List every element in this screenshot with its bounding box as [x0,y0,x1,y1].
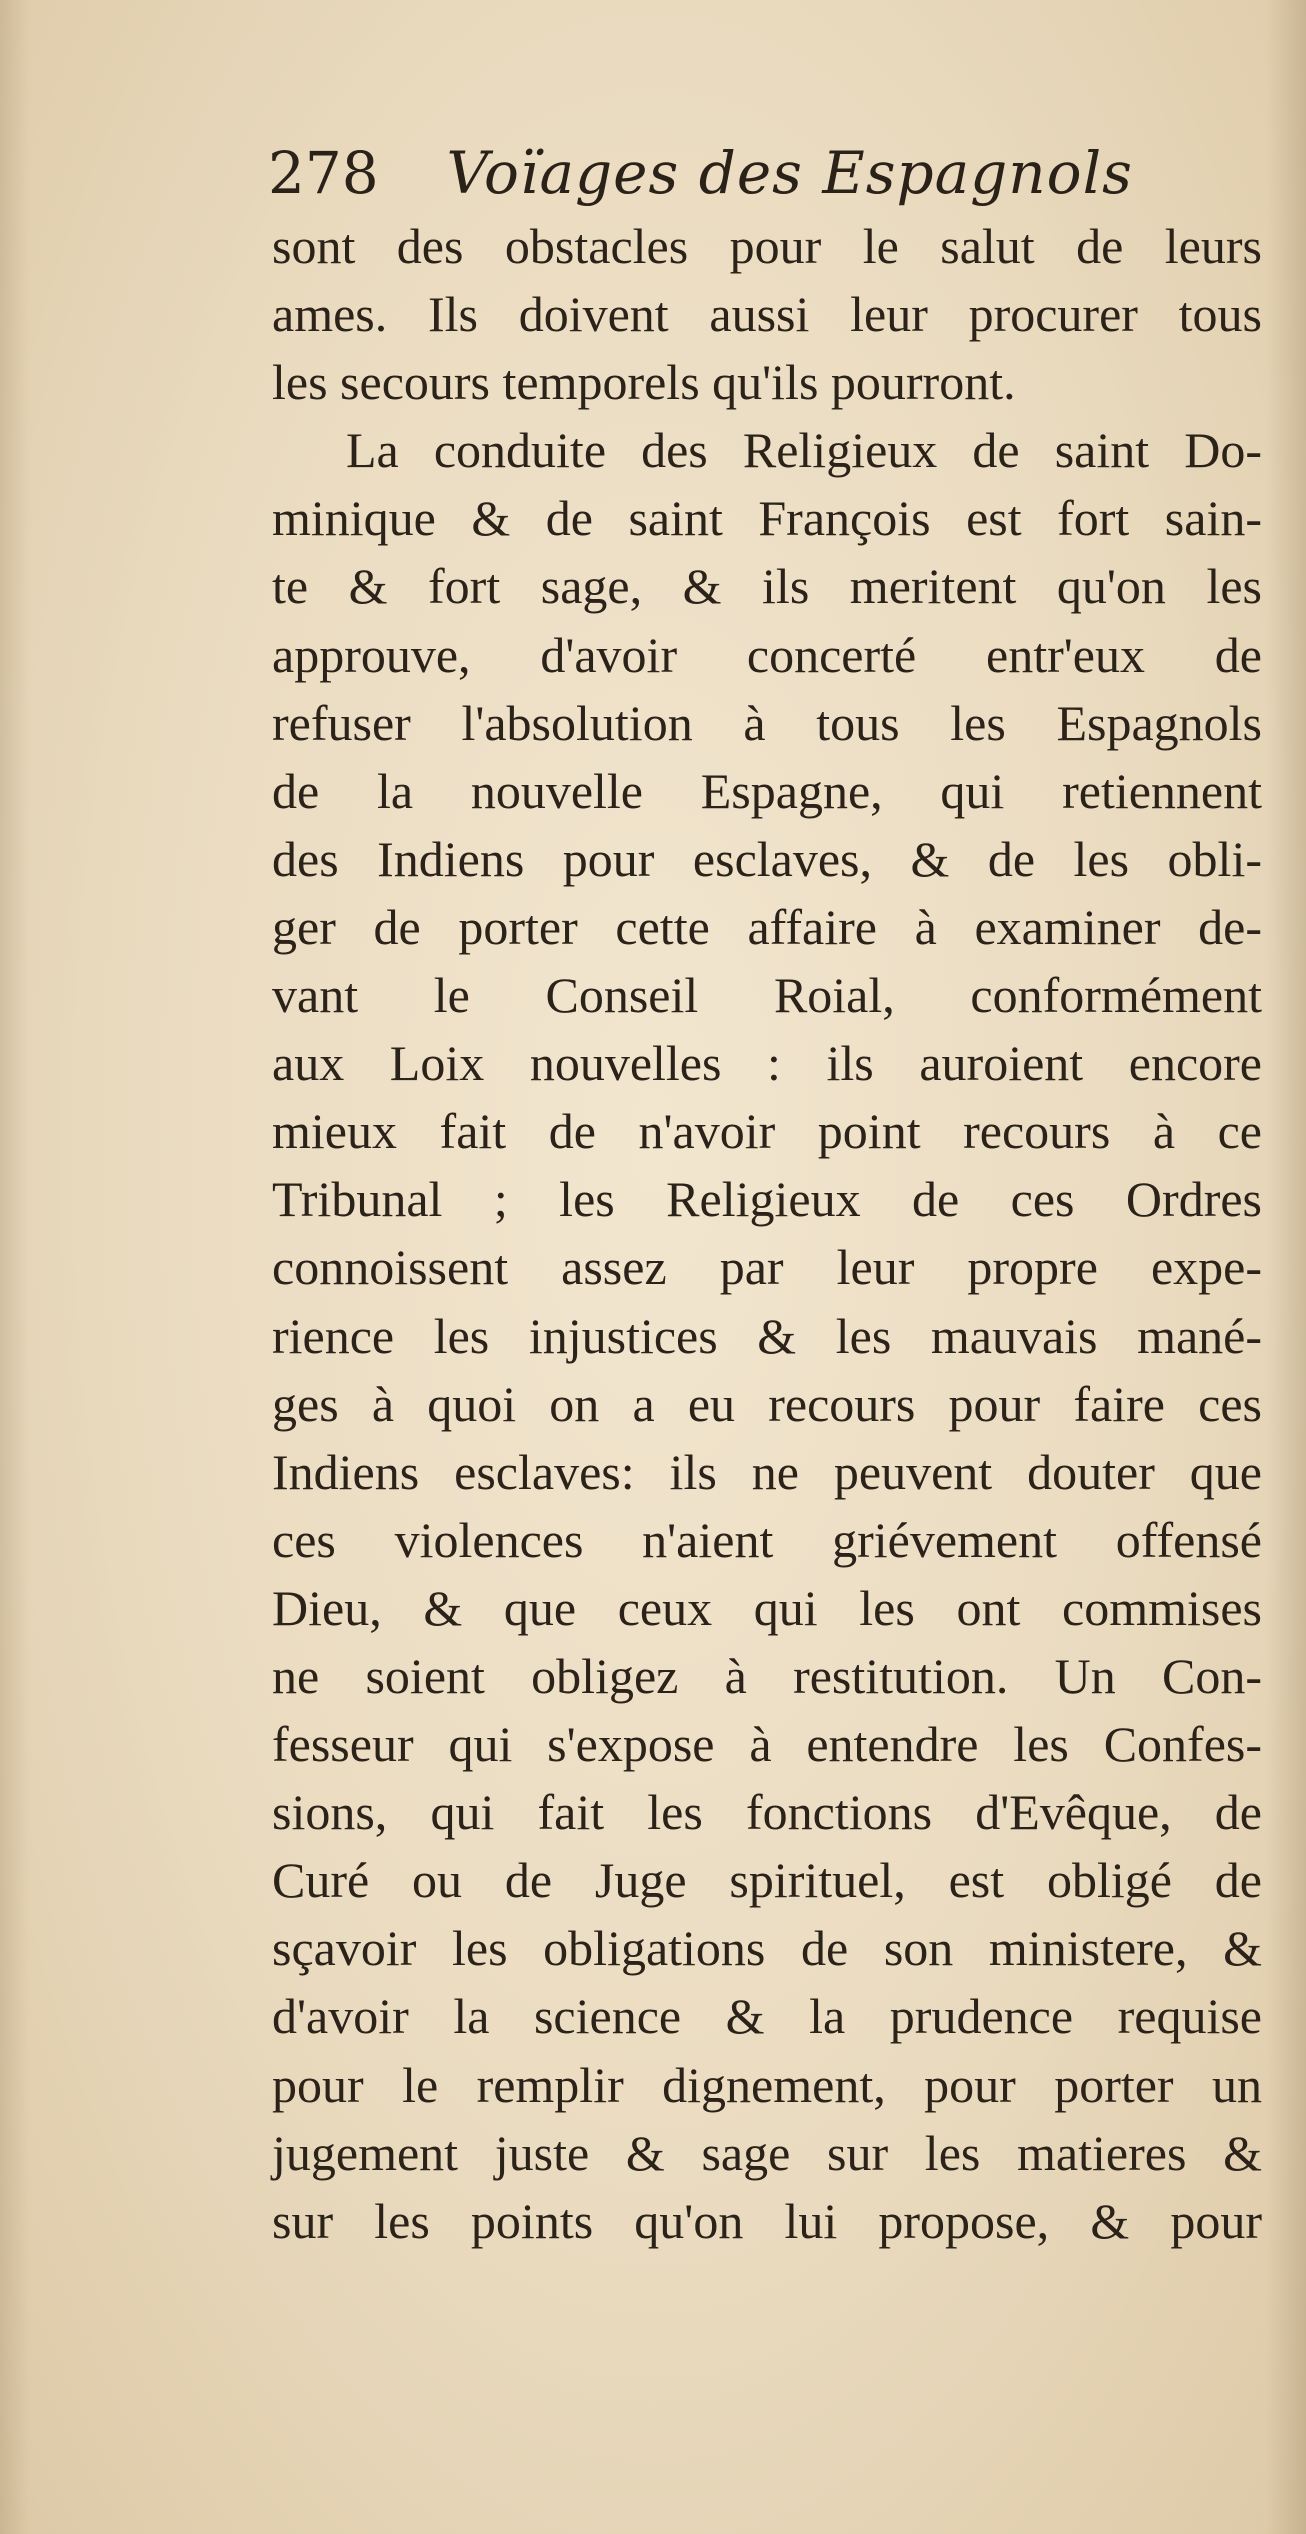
text-line: Dieu, & que ceux qui les ont commises [272,1579,1262,1636]
page-edge-shadow-left [0,0,30,2534]
text-line: refuser l'absolution à tous les Espagnols [272,694,1262,751]
text-line: d'avoir la science & la prudence requise [272,1988,1262,2045]
text-line: ames. Ils doivent aussi leur procurer tous [272,286,1262,343]
text-line: fesseur qui s'expose à entendre les Confes- [272,1716,1262,1773]
body-text [272,212,1262,2255]
text-line: mieux fait de n'avoir point recours à ce [272,1103,1262,1160]
text-line: te & fort sage, & ils meritent qu'on les [272,558,1262,615]
text-line: de la nouvelle Espagne, qui retiennent [272,762,1262,819]
text-line: minique & de saint François est fort sain- [272,490,1262,547]
page-number: 278 [268,139,379,207]
text-line: sont des obstacles pour le salut de leurs [272,218,1262,274]
text-line: sçavoir les obligations de son ministere, & [272,1920,1262,1977]
text-line: les secours temporels qu'ils pourront. [272,354,1016,411]
text-line: vant le Conseil Roial, conformément [272,967,1262,1024]
text-line: connoissent assez par leur propre expe- [272,1239,1262,1296]
text-line: rience les injustices & les mauvais mané- [272,1307,1262,1364]
running-title: Voïages des Espagnols [446,139,1133,207]
text-line: des Indiens pour esclaves, & de les obli- [272,830,1262,887]
text-line: sur les points qu'on lui propose, & pour [272,2192,1262,2249]
text-line: approuve, d'avoir concerté entr'eux de [272,626,1262,683]
text-line: Indiens esclaves: ils ne peuvent douter que [272,1443,1262,1500]
text-line: ger de porter cette affaire à examiner de- [272,898,1262,955]
text-line: aux Loix nouvelles : ils auroient encore [272,1035,1262,1092]
page-edge-shadow-right [1266,0,1306,2534]
text-line: Curé ou de Juge spirituel, est obligé de [272,1852,1262,1909]
text-line: pour le remplir dignement, pour porter un [272,2056,1262,2113]
text-line: ges à quoi on a eu recours pour faire ces [272,1375,1262,1432]
text-line: ne soient obligez à restitution. Un Con- [272,1647,1262,1704]
text-line: jugement juste & sage sur les matieres & [272,2124,1262,2181]
text-line: ces violences n'aient griévement offensé [272,1511,1262,1568]
text-line: La conduite des Religieux de saint Do- [346,422,1262,479]
text-line: sions, qui fait les fonctions d'Evêque, de [272,1784,1262,1841]
running-head [268,138,1268,208]
text-line: Tribunal ; les Religieux de ces Ordres [272,1171,1262,1228]
